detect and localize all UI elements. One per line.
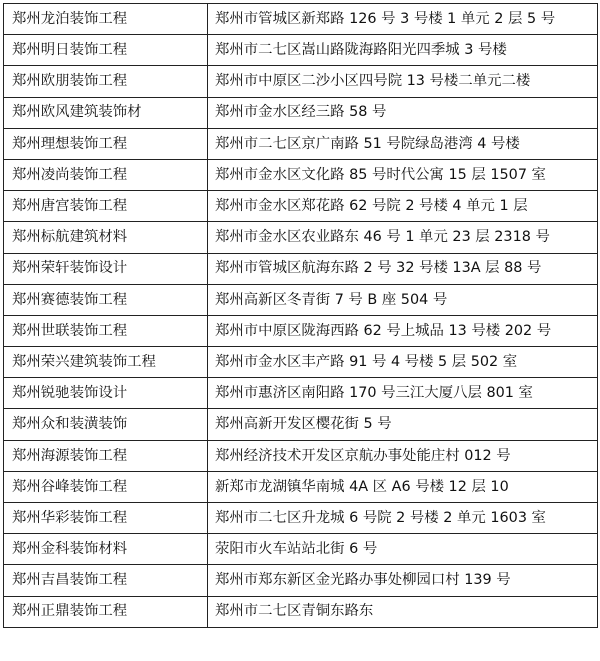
table-row — [4, 4, 598, 35]
company-name: 郑州龙泊装饰工程 — [4, 4, 208, 35]
company-address: 郑州经济技术开发区京航办事处能庄村 012 号 — [208, 440, 598, 471]
company-address: 郑州高新区冬青街 7 号 B 座 504 号 — [208, 284, 598, 315]
company-name: 郑州世联装饰工程 — [4, 315, 208, 346]
company-address: 郑州市金水区农业路东 46 号 1 单元 23 层 2318 号 — [208, 222, 598, 253]
company-address: 郑州市郑东新区金光路办事处柳园口村 139 号 — [208, 565, 598, 596]
company-name: 郑州锐驰装饰设计 — [4, 378, 208, 409]
company-name: 郑州众和装潢装饰 — [4, 409, 208, 440]
table-row — [4, 284, 598, 315]
table-row — [4, 191, 598, 222]
table-row — [4, 128, 598, 159]
company-name: 郑州明日装饰工程 — [4, 35, 208, 66]
company-address: 郑州市金水区文化路 85 号时代公寓 15 层 1507 室 — [208, 159, 598, 190]
table-row — [4, 35, 598, 66]
table-row — [4, 97, 598, 128]
company-name: 郑州凌尚装饰工程 — [4, 159, 208, 190]
table-row — [4, 409, 598, 440]
table-row — [4, 471, 598, 502]
company-address: 荥阳市火车站站北街 6 号 — [208, 534, 598, 565]
company-name: 郑州正鼎装饰工程 — [4, 596, 208, 627]
company-name: 郑州谷峰装饰工程 — [4, 471, 208, 502]
company-address: 郑州市中原区二沙小区四号院 13 号楼二单元二楼 — [208, 66, 598, 97]
company-address: 郑州市二七区嵩山路陇海路阳光四季城 3 号楼 — [208, 35, 598, 66]
company-name: 郑州赛德装饰工程 — [4, 284, 208, 315]
company-name: 郑州标航建筑材料 — [4, 222, 208, 253]
company-address: 郑州市金水区郑花路 62 号院 2 号楼 4 单元 1 层 — [208, 191, 598, 222]
company-address: 郑州市管城区新郑路 126 号 3 号楼 1 单元 2 层 5 号 — [208, 4, 598, 35]
table-row — [4, 440, 598, 471]
company-name: 郑州唐宫装饰工程 — [4, 191, 208, 222]
company-name: 郑州欧风建筑装饰材 — [4, 97, 208, 128]
table-row — [4, 503, 598, 534]
table-row — [4, 378, 598, 409]
company-directory — [3, 3, 597, 658]
company-address: 郑州市金水区经三路 58 号 — [208, 97, 598, 128]
company-name: 郑州荣兴建筑装饰工程 — [4, 347, 208, 378]
company-name: 郑州欧朋装饰工程 — [4, 66, 208, 97]
table-row — [4, 222, 598, 253]
company-address: 郑州市中原区陇海西路 62 号上城品 13 号楼 202 号 — [208, 315, 598, 346]
table-row — [4, 159, 598, 190]
company-table — [3, 3, 598, 628]
company-address: 新郑市龙湖镇华南城 4A 区 A6 号楼 12 层 10 — [208, 471, 598, 502]
table-row — [4, 66, 598, 97]
company-address: 郑州市二七区京广南路 51 号院绿岛港湾 4 号楼 — [208, 128, 598, 159]
company-address: 郑州高新开发区樱花街 5 号 — [208, 409, 598, 440]
table-row — [4, 315, 598, 346]
company-address: 郑州市二七区青铜东路东 — [208, 596, 598, 627]
company-name: 郑州吉昌装饰工程 — [4, 565, 208, 596]
company-address: 郑州市金水区丰产路 91 号 4 号楼 5 层 502 室 — [208, 347, 598, 378]
company-name: 郑州华彩装饰工程 — [4, 503, 208, 534]
company-address: 郑州市二七区升龙城 6 号院 2 号楼 2 单元 1603 室 — [208, 503, 598, 534]
company-address: 郑州市惠济区南阳路 170 号三江大厦八层 801 室 — [208, 378, 598, 409]
table-row — [4, 596, 598, 627]
table-row — [4, 347, 598, 378]
company-table-body — [4, 4, 598, 628]
company-name: 郑州海源装饰工程 — [4, 440, 208, 471]
company-name: 郑州理想装饰工程 — [4, 128, 208, 159]
table-row — [4, 253, 598, 284]
table-row — [4, 534, 598, 565]
company-name: 郑州荣轩装饰设计 — [4, 253, 208, 284]
company-name: 郑州金科装饰材料 — [4, 534, 208, 565]
table-row — [4, 565, 598, 596]
company-address: 郑州市管城区航海东路 2 号 32 号楼 13A 层 88 号 — [208, 253, 598, 284]
